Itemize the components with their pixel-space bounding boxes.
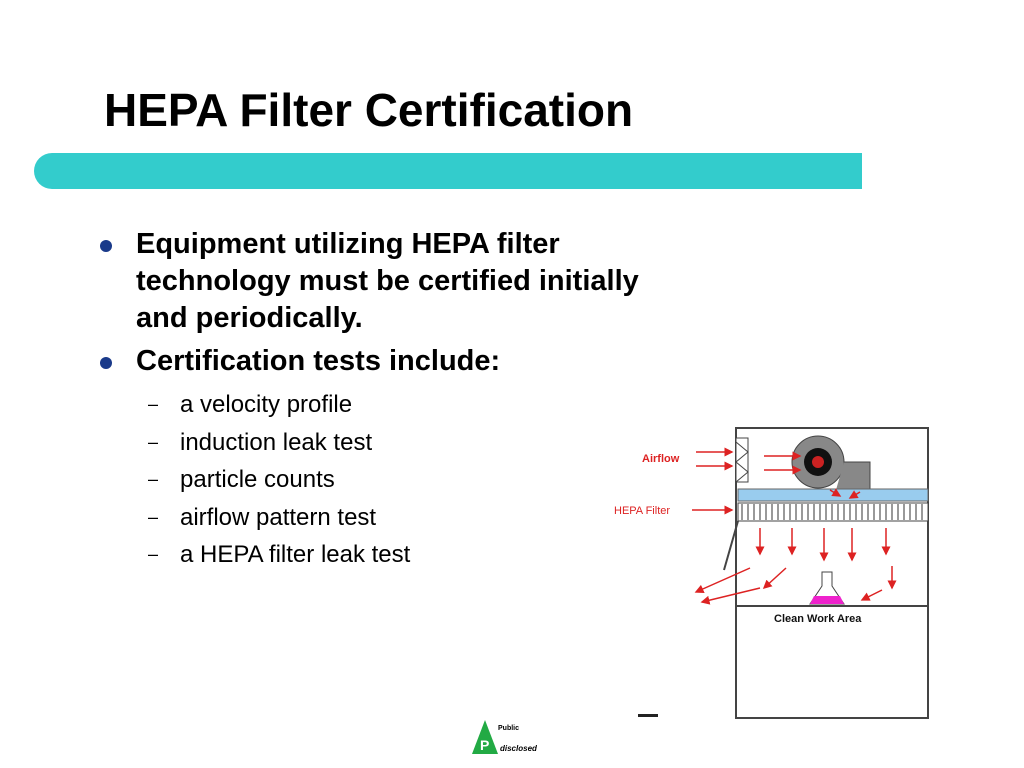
title-accent-bar xyxy=(34,153,862,189)
sub-bullet-item xyxy=(148,424,410,462)
svg-text:Public: Public xyxy=(498,725,520,732)
sub-bullet-text: a HEPA filter leak test xyxy=(180,541,411,568)
sub-bullet-list xyxy=(148,386,410,574)
bullet-text: Equipment utilizing HEPA filter technology must be certified initially and periodically. xyxy=(136,228,639,334)
sub-bullet-text: induction leak test xyxy=(180,428,373,456)
dash-icon: – xyxy=(148,506,159,527)
bullet-list xyxy=(98,226,658,386)
dash-icon: – xyxy=(148,544,159,564)
blower-icon xyxy=(792,436,870,490)
dash-icon: – xyxy=(148,469,159,489)
bullet-text: Certification tests include: xyxy=(136,345,501,377)
airflow-label: Airflow xyxy=(642,453,680,465)
sub-bullet-item xyxy=(148,499,410,537)
sub-bullet-item xyxy=(148,536,410,574)
hepa-cabinet-diagram xyxy=(600,420,940,725)
slide-title: HEPA Filter Certification xyxy=(104,84,634,136)
svg-text:disclosed: disclosed xyxy=(500,744,537,753)
bullet-dot-icon xyxy=(100,240,112,252)
bullet-dot-icon xyxy=(100,357,112,369)
bullet-item xyxy=(98,226,658,337)
sub-bullet-text: a velocity profile xyxy=(180,391,353,418)
hepa-filter-label: HEPA Filter xyxy=(614,505,671,517)
sub-bullet-text: airflow pattern test xyxy=(180,503,377,531)
sub-bullet-item xyxy=(148,461,410,499)
footer-dash xyxy=(638,714,658,717)
sub-bullet-text: particle counts xyxy=(180,466,335,493)
flask-icon xyxy=(810,572,844,604)
hepa-filter-band xyxy=(738,489,928,501)
clean-work-area-label: Clean Work Area xyxy=(774,613,862,625)
logo xyxy=(470,718,560,758)
svg-text:P: P xyxy=(480,737,490,753)
dash-icon: – xyxy=(148,394,159,414)
dash-icon: – xyxy=(148,431,159,452)
sub-bullet-item xyxy=(148,386,410,424)
bullet-item xyxy=(98,343,658,380)
